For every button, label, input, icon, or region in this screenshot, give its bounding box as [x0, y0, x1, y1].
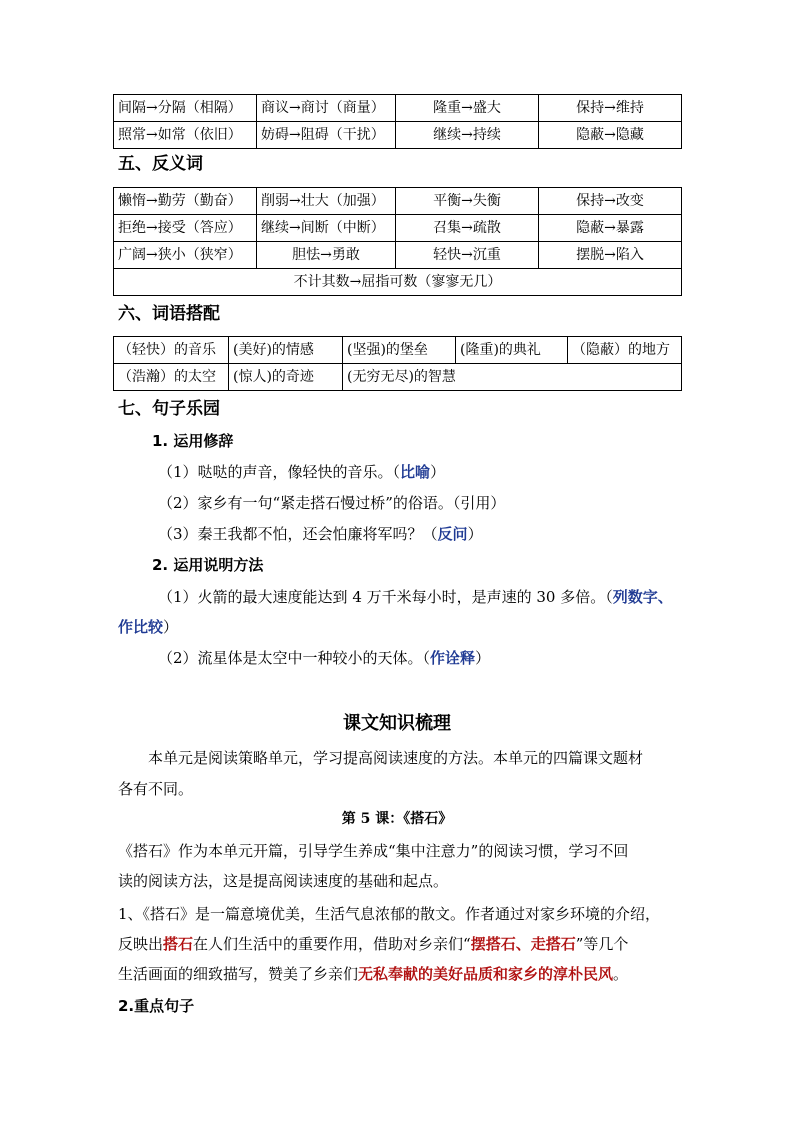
table-cell: (无穷无尽)的智慧: [343, 364, 682, 391]
table-cell: 削弱→壮大（加强）: [257, 188, 396, 215]
table-row: [114, 215, 682, 242]
table-cell: 召集→疏散: [396, 215, 539, 242]
sentence-line: （1）火箭的最大速度能达到 4 万千米每小时，是声速的 30 多倍。（列数字、: [158, 588, 673, 606]
table-cell: 隐蔽→隐藏: [539, 122, 682, 149]
table-cell: 隐蔽→暴露: [539, 215, 682, 242]
section-title-collocations: 六、词语搭配: [118, 304, 220, 324]
synonym-table-continued: [113, 94, 682, 149]
table-cell: 摆脱→陷入: [539, 242, 682, 269]
table-cell: （轻快）的音乐: [114, 337, 229, 364]
subheading-explanation-methods: 2. 运用说明方法: [152, 556, 264, 574]
table-cell: (坚强)的堡垒: [343, 337, 456, 364]
collocation-table: [113, 336, 682, 391]
answer-tag: 作比较: [118, 618, 164, 636]
point-paragraph-cont: 反映出搭石在人们生活中的重要作用，借助对乡亲们“摆搭石、走搭石”等几个: [118, 935, 629, 953]
answer-tag: 比喻: [400, 463, 431, 481]
table-cell: 妨碍→阻碍（干扰）: [257, 122, 396, 149]
table-row: [114, 364, 682, 391]
table-cell: 平衡→失衡: [396, 188, 539, 215]
review-title: 课文知识梳理: [343, 713, 451, 734]
table-row: [114, 122, 682, 149]
sentence-line: （2）家乡有一句“紧走搭石慢过桥”的俗语。（引用）: [158, 494, 506, 512]
table-cell: 保持→维持: [539, 95, 682, 122]
subheading-key-sentences: 2.重点句子: [118, 997, 195, 1015]
table-cell: （隐蔽）的地方: [568, 337, 682, 364]
intro-paragraph: 本单元是阅读策略单元，学习提高阅读速度的方法。本单元的四篇课文题材: [148, 749, 644, 767]
table-row: [114, 337, 682, 364]
sentence-line: （3）秦王我都不怕，还会怕廉将军吗？（反问）: [158, 525, 483, 543]
subheading-rhetoric: 1. 运用修辞: [152, 432, 234, 450]
section-title-antonyms: 五、反义词: [118, 154, 203, 174]
table-cell: 懒惰→勤劳（勤奋）: [114, 188, 257, 215]
table-cell: (美好)的情感: [229, 337, 343, 364]
lesson-title: 第 5 课：《搭石》: [341, 811, 453, 827]
table-cell: (隆重)的典礼: [456, 337, 568, 364]
point-paragraph-cont: 生活画面的细致描写，赞美了乡亲们无私奉献的美好品质和家乡的淳朴民风。: [118, 965, 629, 983]
table-cell: （浩瀚）的太空: [114, 364, 229, 391]
sentence-line: （1）哒哒的声音，像轻快的音乐。（比喻）: [158, 463, 446, 481]
highlight-text: 摆搭石、走搭石: [470, 935, 576, 953]
table-cell: 商议→商讨（商量）: [257, 95, 396, 122]
table-cell: 间隔→分隔（相隔）: [114, 95, 257, 122]
answer-tag: 作诠释: [430, 649, 476, 667]
table-cell: 隆重→盛大: [396, 95, 539, 122]
table-row: [114, 95, 682, 122]
lesson-paragraph-cont: 读的阅读方法，这是提高阅读速度的基础和起点。: [118, 872, 449, 890]
table-cell: 广阔→狭小（狭窄）: [114, 242, 257, 269]
table-cell: (惊人)的奇迹: [229, 364, 343, 391]
answer-tag: 列数字、: [612, 588, 673, 606]
point-paragraph: 1、《搭石》是一篇意境优美，生活气息浓郁的散文。作者通过对家乡环境的介绍，: [118, 905, 661, 923]
table-row: [114, 188, 682, 215]
antonym-table: [113, 187, 682, 296]
sentence-line: （2）流星体是太空中一种较小的天体。（作诠释）: [158, 649, 491, 667]
table-row: [114, 242, 682, 269]
answer-tag: 反问: [437, 525, 468, 543]
highlight-text: 无私奉献的美好品质和家乡的淳朴民风: [358, 965, 614, 983]
table-cell: 拒绝→接受（答应）: [114, 215, 257, 242]
highlight-text: 搭石: [163, 935, 194, 953]
table-row: [114, 269, 682, 296]
table-cell: 继续→持续: [396, 122, 539, 149]
table-cell: 继续→间断（中断）: [257, 215, 396, 242]
sentence-line: 作比较）: [118, 618, 179, 636]
table-cell: 照常→如常（依旧）: [114, 122, 257, 149]
lesson-paragraph: 《搭石》作为本单元开篇，引导学生养成“集中注意力”的阅读习惯，学习不回: [118, 842, 629, 860]
table-cell: 保持→改变: [539, 188, 682, 215]
intro-paragraph-cont: 各有不同。: [118, 780, 194, 798]
section-title-sentences: 七、句子乐园: [118, 399, 220, 419]
table-cell: 胆怯→勇敢: [257, 242, 396, 269]
table-cell: 不计其数→屈指可数（寥寥无几）: [114, 269, 682, 296]
table-cell: 轻快→沉重: [396, 242, 539, 269]
